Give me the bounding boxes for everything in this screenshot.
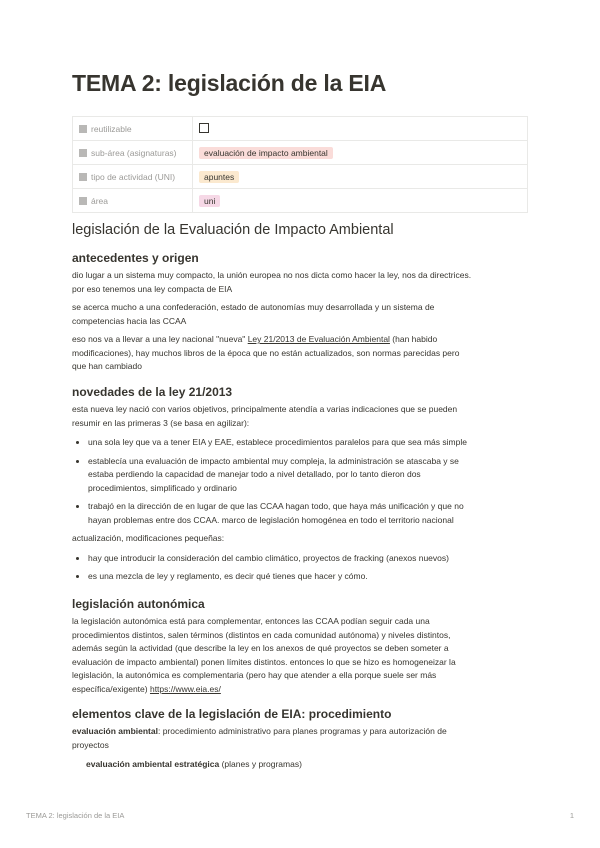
paragraph: actualización, modificaciones pequeñas: xyxy=(72,533,225,543)
paragraph: dio lugar a un sistema muy compacto, la unión europea no nos dicta como hacer la ley, nos da directrices. por eso tenemos una ley compacta de EIA xyxy=(72,270,472,294)
list-item: • hay que introducir la consideración del cambio climático, proyectos de fracking (anexos nuevos) xyxy=(88,552,528,566)
properties-table xyxy=(72,116,528,213)
property-icon xyxy=(79,197,87,205)
footer-title: TEMA 2: legislación de la EIA xyxy=(26,811,125,820)
property-icon xyxy=(79,149,87,157)
paragraph: evaluación ambiental: procedimiento administrativo para planes programas y para autorización de proyectos xyxy=(72,726,447,750)
ley-link[interactable]: Ley 21/2013 de Evaluación Ambiental xyxy=(247,334,390,344)
section-novedades xyxy=(72,385,528,589)
bullet-list xyxy=(72,552,528,584)
property-key: sub-área (asignaturas) xyxy=(91,147,177,158)
paragraph: esta nueva ley nació con varios objetivos, principalmente atendía a varias indicaciones que se pueden resumir en las primeras 3 (se basa en agilizar): xyxy=(72,404,458,428)
property-icon xyxy=(79,125,87,133)
property-key: tipo de actividad (UNI) xyxy=(91,171,176,182)
list-item: • es una mezcla de ley y reglamento, es decir qué tienes que hacer y cómo. xyxy=(88,570,528,584)
area-tag[interactable]: uni xyxy=(199,195,220,207)
property-row xyxy=(73,117,528,141)
section-antecedentes xyxy=(72,251,528,374)
heading-novedades: novedades de la ley 21/2013 xyxy=(72,385,233,399)
property-row xyxy=(73,189,528,213)
heading-antecedentes: antecedentes y origen xyxy=(72,251,199,265)
property-key: área xyxy=(91,195,109,206)
bullet-list xyxy=(72,436,528,527)
page-title: TEMA 2: legislación de la EIA xyxy=(72,70,387,96)
activity-type-tag[interactable]: apuntes xyxy=(199,171,239,183)
paragraph: evaluación ambiental estratégica (planes y programas) xyxy=(86,759,302,769)
property-row xyxy=(73,141,528,165)
page-number: 1 xyxy=(569,811,574,820)
paragraph: eso nos va a llevar a una ley nacional "nueva" Ley 21/2013 de Evaluación Ambiental (han habido modificaciones), hay muchos libros de la época que no están actualizados, son normas parecidas pero que han cambiado xyxy=(72,334,460,371)
list-item: • trabajó en la dirección de en lugar de que las CCAA hagan todo, que haya más unificación y que no hayan problemas entre dos CCAA. marco de legislación homogénea en todo el territorio nacional xyxy=(88,500,528,527)
eia-link[interactable]: https://www.eia.es/ xyxy=(149,683,221,694)
property-row xyxy=(73,165,528,189)
heading-autonomica: legislación autonómica xyxy=(72,597,205,611)
heading-elementos: elementos clave de la legislación de EIA: procedimiento xyxy=(72,707,392,721)
section-main-heading: legislación de la Evaluación de Impacto Ambiental xyxy=(72,222,394,238)
section-autonomica xyxy=(72,597,528,696)
section-elementos xyxy=(72,707,528,772)
property-key: reutilizable xyxy=(91,123,132,134)
paragraph: la legislación autonómica está para complementar, entonces las CCAA podían seguir cada una procedimientos distintos, salen términos (distintos en cada comunidad autónoma) y niveles distintos, además según la actividad (que describe la ley en los anexos de qué proyectos se deben someter a evaluación de impacto ambiental) ponen límites distintos. entonces lo que se hizo es homogeneizar la legislación, la autonómica es complementaria (pero hay que atender a ella porque suele ser más específica/exigente) https://www.eia.es/ xyxy=(72,616,456,694)
list-item: • establecía una evaluación de impacto ambiental muy compleja, la administración se atascaba y se estaba perdiendo la capacidad de manejar todo a nivel detallado, por lo tanto dieron dos procedimientos, simplificado y ordinario xyxy=(88,455,528,496)
subarea-tag[interactable]: evaluación de impacto ambiental xyxy=(199,147,333,159)
property-icon xyxy=(79,173,87,181)
paragraph: se acerca mucho a una confederación, estado de autonomías muy desarrollada y un sistema de competencias hacia las CCAA xyxy=(72,302,435,326)
list-item: • una sola ley que va a tener EIA y EAE, establece procedimientos paralelos para que sea más simple xyxy=(88,436,528,450)
reutilizable-checkbox[interactable] xyxy=(199,123,209,133)
